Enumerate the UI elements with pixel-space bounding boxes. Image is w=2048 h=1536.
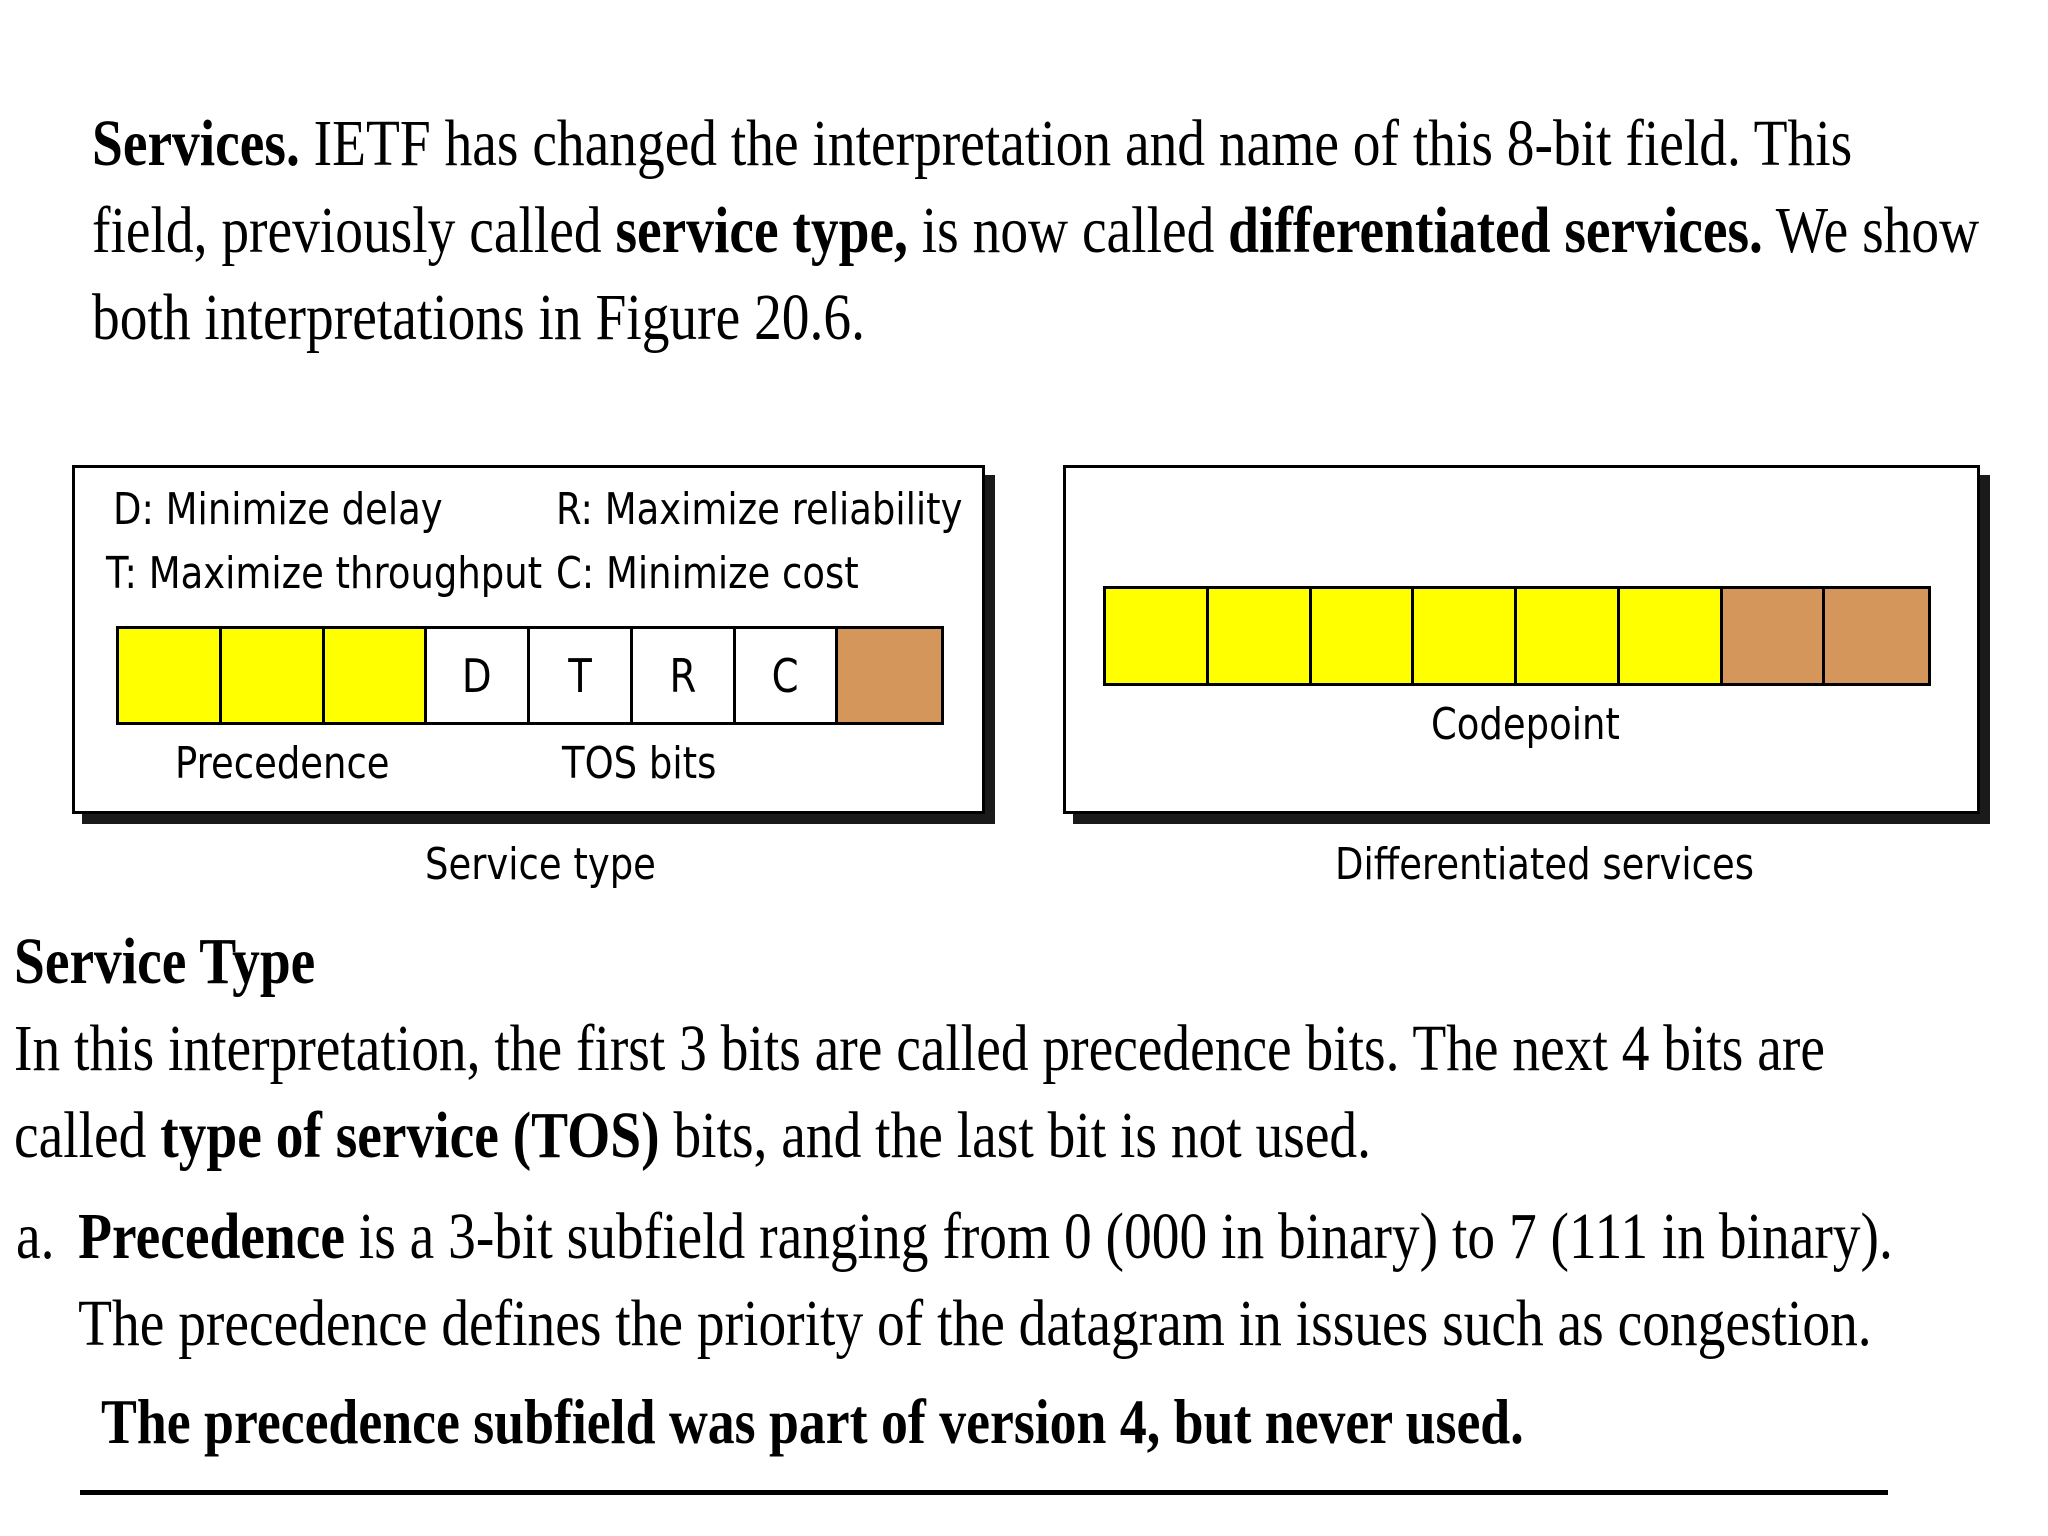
service-type-bit-5 (530, 629, 633, 722)
label-tos-bits: TOS bits (562, 738, 717, 789)
caption-service-type: Service type (425, 839, 656, 890)
note-underline (80, 1490, 1888, 1495)
codepoint-bit-6 (1620, 589, 1723, 683)
codepoint-bit-2 (1209, 589, 1312, 683)
intro-service-type: service type, (615, 194, 908, 267)
section-line1: In this interpretation, the first 3 bits are called precedence bits. The next 4 bits are (14, 1012, 1825, 1085)
service-type-bit-6 (633, 629, 736, 722)
codepoint-bit-7 (1723, 589, 1826, 683)
intro-line3: both interpretations in Figure 20.6. (92, 281, 865, 354)
label-precedence: Precedence (175, 738, 390, 789)
legend-c: C: Minimize cost (556, 548, 859, 599)
intro-line1: IETF has changed the interpretation and name of this 8-bit field. This (299, 107, 1853, 180)
service-type-bit-label: R (669, 648, 697, 703)
caption-diffserv: Differentiated services (1335, 839, 1754, 890)
service-type-bit-label: C (771, 648, 799, 703)
legend-d: D: Minimize delay (113, 484, 443, 535)
codepoint-bit-4 (1414, 589, 1517, 683)
service-type-bit-3 (325, 629, 428, 722)
section-line2a: called (14, 1099, 161, 1172)
codepoint-bit-8 (1825, 589, 1928, 683)
section-line2c: bits, and the last bit is not used. (659, 1099, 1372, 1172)
service-type-bits (116, 626, 944, 725)
item-a-line2: The precedence defines the priority of the datagram in issues such as congestion. (78, 1287, 1872, 1360)
item-a-term: Precedence (78, 1200, 345, 1273)
service-type-bit-4 (427, 629, 530, 722)
codepoint-bit-3 (1312, 589, 1415, 683)
section-heading: Service Type (14, 925, 316, 998)
intro-line2e: We show (1762, 194, 1980, 267)
intro-paragraph (92, 100, 1979, 361)
service-type-bit-label: T (568, 648, 592, 703)
item-a (16, 1193, 1893, 1367)
service-type-bit-label: D (462, 648, 492, 703)
intro-line2c: is now called (907, 194, 1229, 267)
service-type-bit-8 (838, 629, 941, 722)
service-type-bit-2 (222, 629, 325, 722)
section-tos-term: type of service (TOS) (160, 1099, 660, 1172)
codepoint-bit-1 (1106, 589, 1209, 683)
section-service-type (14, 918, 1825, 1179)
codepoint-bits (1103, 586, 1931, 686)
item-a-line1: is a 3-bit subfield ranging from 0 (000 in binary) to 7 (111 in binary). (344, 1200, 1893, 1273)
intro-line2a: field, previously called (92, 194, 616, 267)
legend-t: T: Maximize throughput (106, 548, 543, 599)
item-a-marker: a. (16, 1200, 55, 1273)
label-codepoint: Codepoint (1431, 699, 1620, 750)
intro-diffserv: differentiated services. (1228, 194, 1763, 267)
service-type-bit-7 (736, 629, 839, 722)
legend-r: R: Maximize reliability (556, 484, 963, 535)
intro-term: Services. (92, 107, 300, 180)
note-text: The precedence subfield was part of version 4, but never used. (101, 1386, 1524, 1457)
codepoint-bit-5 (1517, 589, 1620, 683)
service-type-bit-1 (119, 629, 222, 722)
